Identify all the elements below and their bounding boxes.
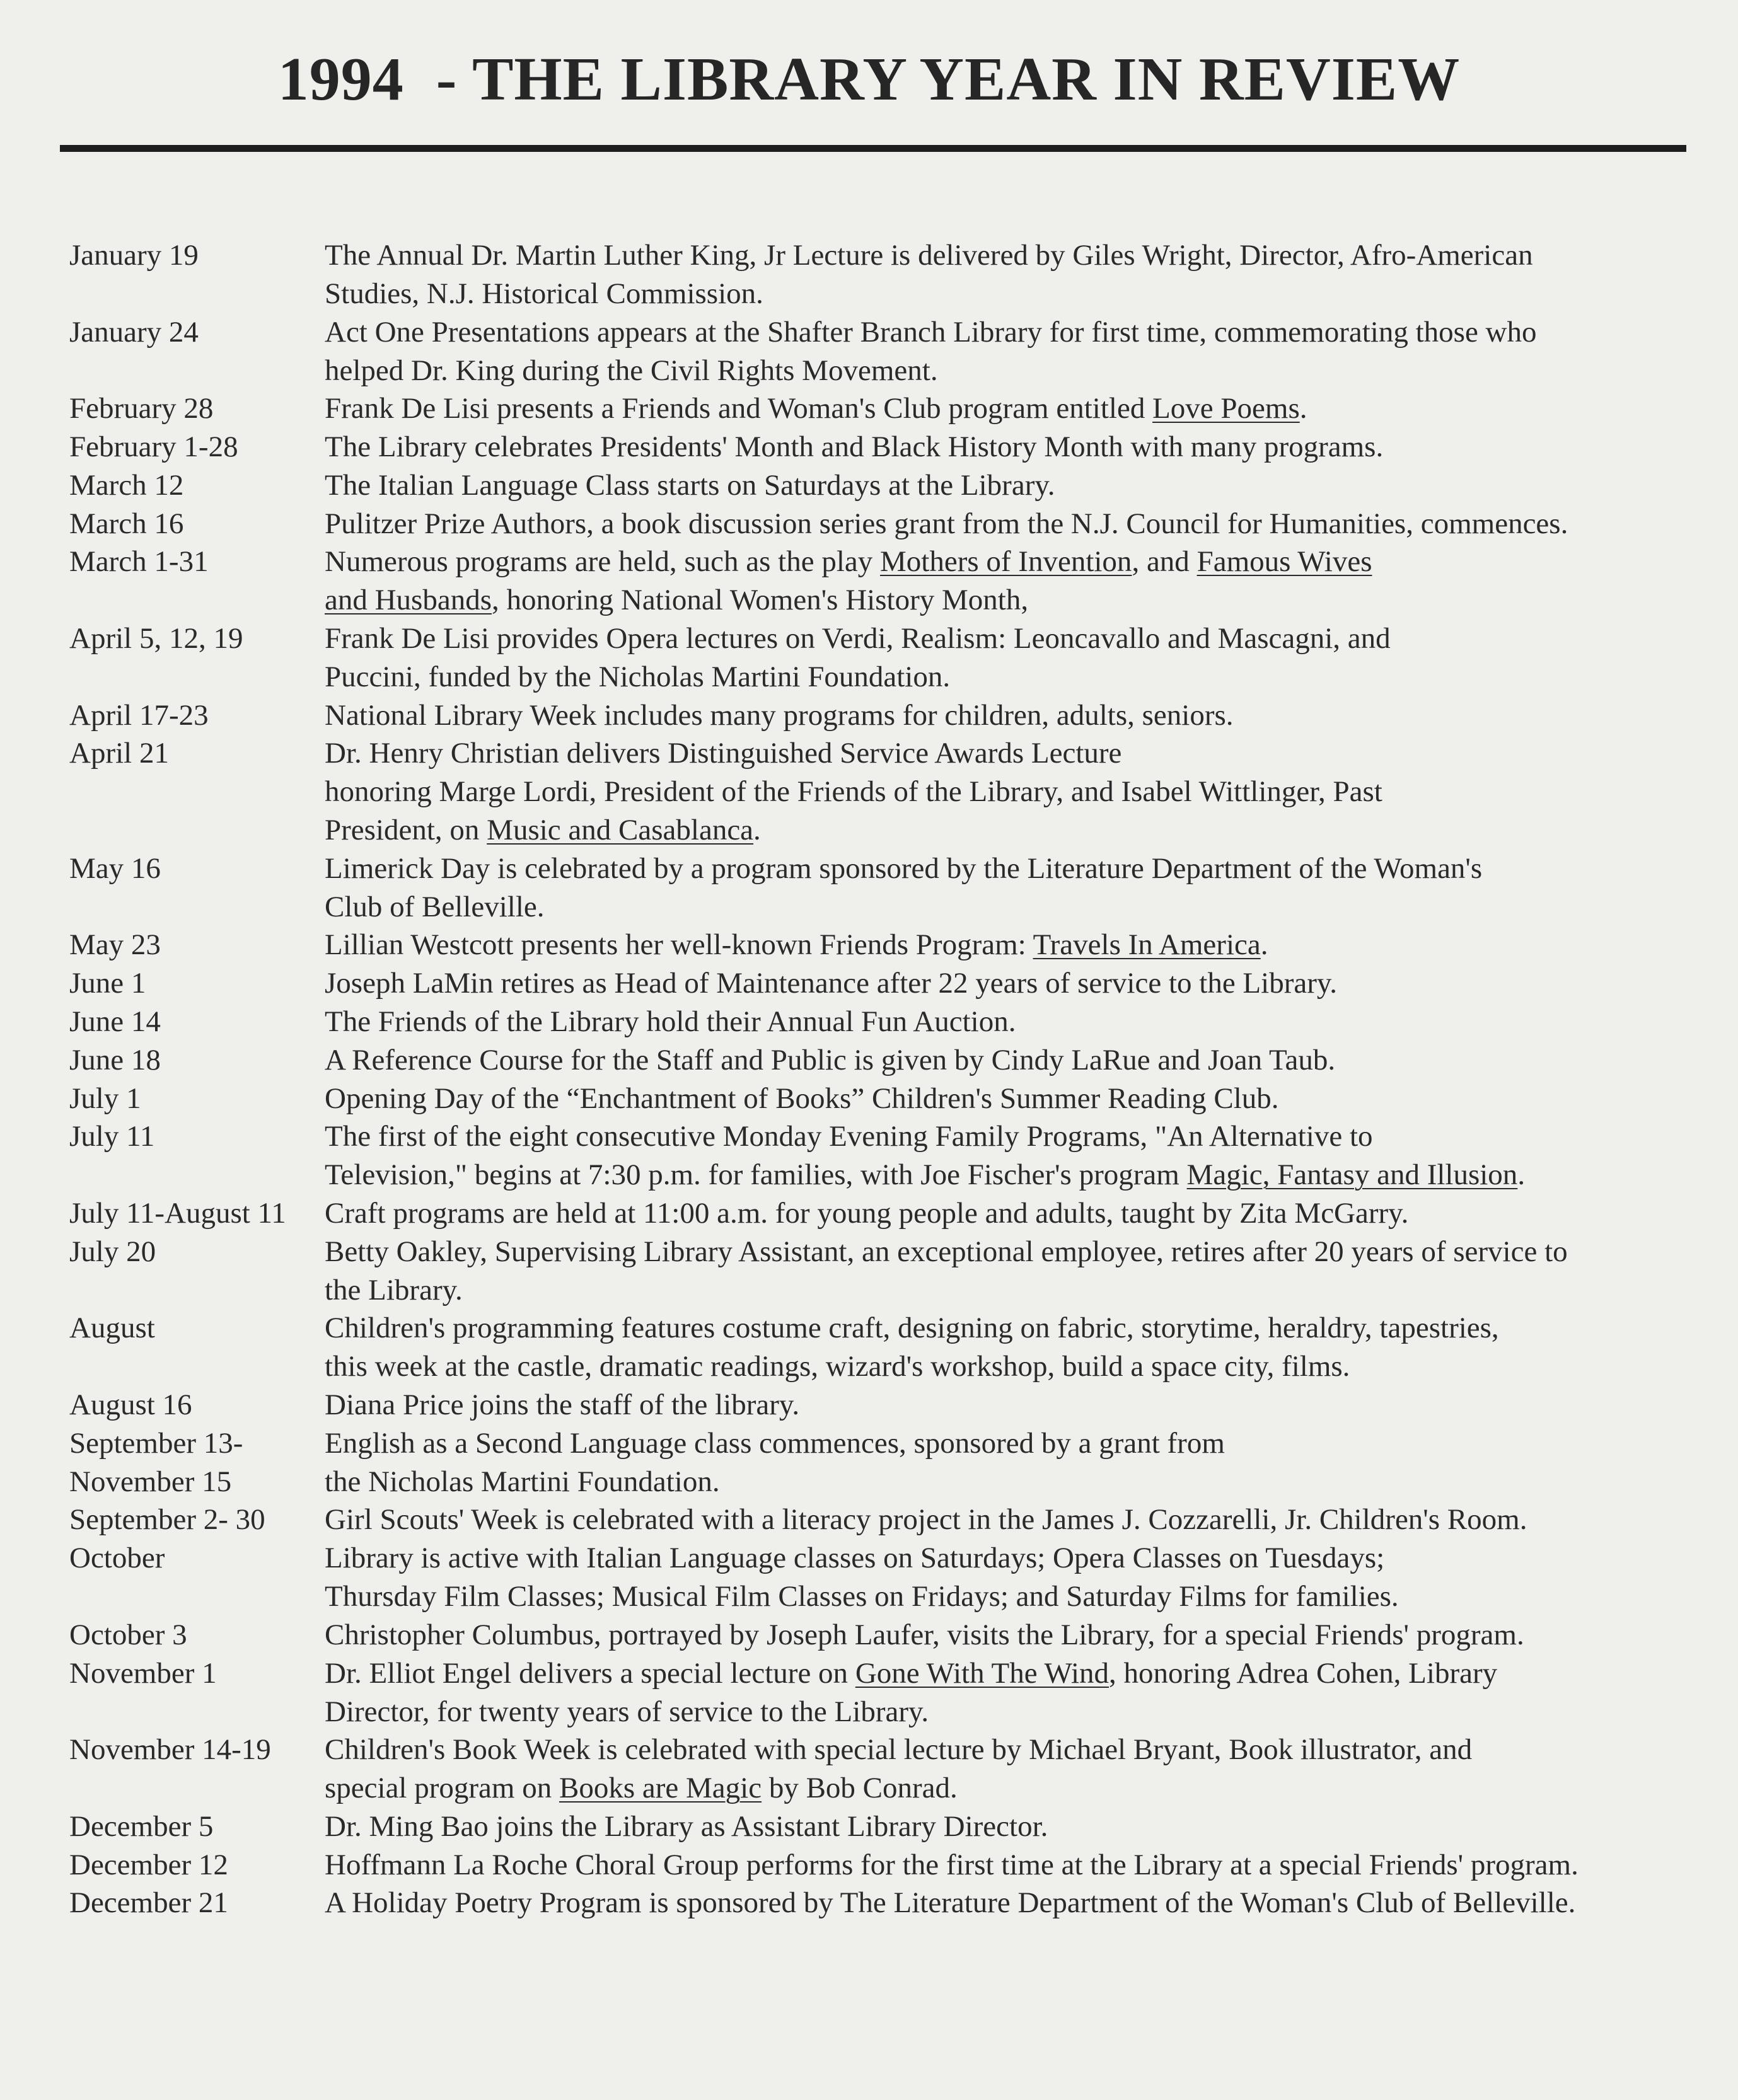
entry-date-line: December 21: [69, 1886, 228, 1920]
entry-description-line: [325, 1463, 1225, 1501]
entry-date-line: June 18: [69, 1043, 161, 1076]
entry-description-line: [325, 275, 1533, 313]
entry-description: [325, 926, 1268, 964]
entry-date-line: March 16: [69, 507, 184, 540]
entry-description: [325, 1309, 1499, 1386]
text-segment: The first of the eight consecutive Monday Evening Family Programs, "An Alternative to: [325, 1120, 1373, 1153]
text-segment: .: [1260, 928, 1268, 962]
entry-description: [325, 1654, 1497, 1731]
entry-date-line: October 3: [69, 1618, 187, 1651]
entry-date: [69, 1194, 286, 1233]
text-segment: Puccini, funded by the Nicholas Martini Foundation.: [325, 661, 951, 693]
entry-description: [325, 466, 1055, 505]
entry-description-line: [325, 850, 1482, 888]
text-segment: The Italian Language Class starts on Saturdays at the Library.: [325, 468, 1055, 502]
entry-date: [69, 313, 199, 352]
entry-date: [69, 466, 183, 505]
underlined-title: Books are Magic: [559, 1772, 762, 1805]
entry-description-line: [325, 696, 1234, 735]
text-segment: Girl Scouts' Week is celebrated with a literacy project in the James J. Cozzarelli, Jr. Children's Room.: [325, 1503, 1527, 1537]
entry-description: [325, 389, 1307, 428]
entry-description-line: [325, 313, 1537, 352]
entry-date-line: November 1: [69, 1656, 217, 1690]
entry-date: [69, 1080, 141, 1118]
entry-date: [69, 1654, 217, 1693]
entry-date-line: November 15: [69, 1465, 232, 1498]
text-segment: .: [1299, 392, 1307, 425]
underlined-title: Famous Wives: [1196, 545, 1372, 579]
entry-date-line: August: [69, 1312, 155, 1345]
entry-description-line: [325, 1041, 1335, 1080]
entry-description: [325, 1808, 1048, 1846]
text-segment: by Bob Conrad.: [762, 1772, 958, 1805]
underlined-title: Mothers of Invention: [880, 545, 1132, 579]
entry-description-line: [325, 428, 1383, 466]
text-segment: Director, for twenty years of service to the Library.: [325, 1695, 929, 1728]
entry-date-line: April 21: [69, 737, 169, 770]
entry-description: [325, 696, 1234, 735]
text-segment: Frank De Lisi presents a Friends and Woman's Club program entitled: [325, 392, 1153, 425]
entry-description-line: [325, 1884, 1575, 1922]
text-segment: , and: [1132, 545, 1197, 579]
entry-date-line: July 11: [69, 1120, 155, 1153]
entry-date: [69, 926, 161, 964]
entry-description-line: [325, 505, 1568, 543]
entry-description-line: [325, 926, 1268, 964]
entry-description-line: [325, 1616, 1524, 1654]
entry-date: [69, 1616, 187, 1654]
text-segment: Dr. Henry Christian delivers Distinguished Service Awards Lecture: [325, 737, 1122, 770]
text-segment: Limerick Day is celebrated by a program sponsored by the Literature Department of the Woman's: [325, 851, 1483, 885]
entry-description-line: [325, 1003, 1016, 1041]
entry-description-line: [325, 1347, 1499, 1386]
entry-description: [325, 428, 1383, 466]
entry-description-line: [325, 1080, 1279, 1118]
text-segment: , honoring Adrea Cohen, Library: [1109, 1656, 1498, 1690]
entry-description: [325, 313, 1537, 390]
text-segment: Opening Day of the “Enchantment of Books” Children's Summer Reading Club.: [325, 1082, 1279, 1115]
text-segment: Lillian Westcott presents her well-known Friends Program:: [325, 928, 1033, 962]
text-segment: honoring Marge Lordi, President of the Friends of the Library, and Isabel Wittlinger, Past: [325, 775, 1382, 809]
entry-description: [325, 1233, 1568, 1310]
text-segment: , honoring National Women's History Month,: [492, 584, 1029, 617]
entry-date-line: August 16: [69, 1388, 192, 1421]
entry-description-line: [325, 1194, 1408, 1233]
text-segment: special program on: [325, 1772, 559, 1805]
text-segment: Library is active with Italian Language classes on Saturdays; Opera Classes on Tuesdays;: [325, 1542, 1385, 1575]
text-segment: helped Dr. King during the Civil Rights Movement.: [325, 354, 938, 387]
text-segment: Television," begins at 7:30 p.m. for families, with Joe Fischer's program: [325, 1158, 1187, 1192]
entry-date: [69, 389, 213, 428]
text-segment: Children's programming features costume craft, designing on fabric, storytime, heraldry, tapestries,: [325, 1312, 1499, 1345]
text-segment: National Library Week includes many programs for children, adults, seniors.: [325, 698, 1234, 732]
entry-description: [325, 1501, 1527, 1539]
entry-description-line: [325, 1731, 1472, 1769]
entry-description: [325, 1003, 1016, 1041]
text-segment: this week at the castle, dramatic readings, wizard's workshop, build a space city, films.: [325, 1350, 1350, 1383]
entry-description-line: [325, 888, 1482, 926]
entry-date-line: January 19: [69, 239, 199, 272]
entry-description-line: [325, 1578, 1399, 1616]
entry-date-line: February 1-28: [69, 430, 238, 463]
entry-date: [69, 696, 209, 735]
entry-description-line: [325, 773, 1382, 811]
entry-description: [325, 1846, 1579, 1884]
entry-description-line: [325, 620, 1391, 658]
entry-description: [325, 1117, 1525, 1194]
entry-description-line: [325, 658, 1391, 696]
entry-date-line: January 24: [69, 315, 199, 349]
entry-description: [325, 1884, 1575, 1922]
text-segment: .: [1517, 1158, 1526, 1192]
entry-date-line: July 11-August 11: [69, 1197, 286, 1230]
entry-description-line: [325, 1309, 1499, 1347]
entry-date-line: July 20: [69, 1235, 156, 1268]
text-segment: .: [753, 814, 761, 847]
underlined-title: and Husbands: [325, 584, 492, 617]
entry-date-line: April 5, 12, 19: [69, 622, 243, 655]
entry-date: [69, 428, 238, 466]
entry-description: [325, 734, 1382, 850]
entry-description-line: [325, 581, 1372, 620]
entry-date-line: April 17-23: [69, 698, 209, 732]
entry-date: [69, 1041, 161, 1080]
text-segment: Club of Belleville.: [325, 890, 545, 923]
text-segment: Hoffmann La Roche Choral Group performs for the first time at the Library at a special Friends' program.: [325, 1848, 1579, 1881]
entry-description-line: [325, 1424, 1225, 1463]
entry-date: [69, 1808, 213, 1846]
text-segment: Craft programs are held at 11:00 a.m. for young people and adults, taught by Zita McGarry.: [325, 1197, 1409, 1230]
text-segment: Betty Oakley, Supervising Library Assistant, an exceptional employee, retires after 20 years of service to: [325, 1235, 1568, 1268]
entry-description: [325, 1041, 1335, 1080]
entry-date: [69, 1003, 161, 1041]
underlined-title: Love Poems: [1152, 392, 1300, 425]
text-segment: the Nicholas Martini Foundation.: [325, 1465, 720, 1498]
text-segment: Children's Book Week is celebrated with special lecture by Michael Bryant, Book illustrator, and: [325, 1733, 1473, 1767]
text-segment: Frank De Lisi provides Opera lectures on Verdi, Realism: Leoncavallo and Mascagni, and: [325, 622, 1391, 655]
entry-date-line: October: [69, 1542, 165, 1575]
entry-date: [69, 505, 183, 543]
text-segment: Studies, N.J. Historical Commission.: [325, 277, 763, 310]
entry-date: [69, 236, 199, 275]
entry-description-line: [325, 1539, 1399, 1578]
entry-date: [69, 964, 146, 1003]
entry-description-line: [325, 1654, 1497, 1693]
entry-description-line: [325, 1769, 1472, 1808]
entry-date: [69, 1501, 265, 1539]
text-segment: Dr. Ming Bao joins the Library as Assistant Library Director.: [325, 1809, 1048, 1843]
entry-description: [325, 1616, 1524, 1654]
entry-description-line: [325, 352, 1537, 390]
entry-description: [325, 1424, 1225, 1501]
entry-description: [325, 964, 1337, 1003]
entry-date-line: December 5: [69, 1809, 214, 1843]
text-segment: Joseph LaMin retires as Head of Maintenance after 22 years of service to the Library.: [325, 967, 1338, 1000]
entry-date-line: March 12: [69, 468, 184, 502]
underlined-title: Travels In America: [1033, 928, 1261, 962]
text-segment: the Library.: [325, 1273, 463, 1307]
entry-date-line: June 1: [69, 967, 146, 1000]
entry-description-line: [325, 236, 1533, 275]
entry-date-line: September 13-: [69, 1426, 243, 1460]
entry-description: [325, 1731, 1472, 1808]
text-segment: Pulitzer Prize Authors, a book discussion series grant from the N.J. Council for Humanities, commences.: [325, 507, 1568, 540]
entry-description-line: [325, 1117, 1525, 1156]
entry-description-line: [325, 1386, 799, 1424]
entry-date: [69, 1884, 228, 1922]
entry-date: [69, 1117, 154, 1156]
entry-description: [325, 850, 1482, 926]
entry-description: [325, 620, 1391, 696]
entry-date-line: February 28: [69, 392, 214, 425]
entry-description-line: [325, 1501, 1527, 1539]
entry-date: [69, 734, 169, 773]
text-segment: The Friends of the Library hold their Annual Fun Auction.: [325, 1005, 1016, 1038]
text-segment: Dr. Elliot Engel delivers a special lecture on: [325, 1656, 855, 1690]
title-divider: [60, 145, 1686, 152]
text-segment: A Holiday Poetry Program is sponsored by The Literature Department of the Woman's Club of Belleville.: [325, 1886, 1576, 1920]
entry-description-line: [325, 1233, 1568, 1271]
entry-date: [69, 1846, 228, 1884]
entry-date-line: November 14-19: [69, 1733, 271, 1767]
text-segment: English as a Second Language class commences, sponsored by a grant from: [325, 1426, 1225, 1460]
entry-description-line: [325, 1846, 1579, 1884]
entry-date: [69, 620, 243, 658]
underlined-title: Music and Casablanca: [487, 814, 754, 847]
underlined-title: Gone With The Wind: [855, 1656, 1109, 1690]
entry-description-line: [325, 543, 1372, 581]
page-title: 1994 - THE LIBRARY YEAR IN REVIEW: [277, 45, 1461, 113]
entry-description-line: [325, 964, 1337, 1003]
entry-description-line: [325, 1693, 1497, 1731]
entry-date: [69, 1233, 156, 1271]
text-segment: The Annual Dr. Martin Luther King, Jr Lecture is delivered by Giles Wright, Director, Afro-American: [325, 239, 1533, 272]
entry-description: [325, 505, 1568, 543]
entry-date-line: May 16: [69, 851, 161, 885]
entry-date-line: June 14: [69, 1005, 161, 1038]
entry-description: [325, 1194, 1408, 1233]
entry-date: [69, 850, 161, 888]
entry-description: [325, 1539, 1399, 1616]
entry-description-line: [325, 466, 1055, 505]
text-segment: Act One Presentations appears at the Shafter Branch Library for first time, commemorating those who: [325, 315, 1537, 349]
entry-description-line: [325, 811, 1382, 850]
entry-description-line: [325, 389, 1307, 428]
entry-date: [69, 1424, 243, 1501]
underlined-title: Magic, Fantasy and Illusion: [1186, 1158, 1518, 1192]
entry-description-line: [325, 1271, 1568, 1310]
entry-description: [325, 236, 1533, 313]
entry-description-line: [325, 1808, 1048, 1846]
text-segment: Numerous programs are held, such as the play: [325, 545, 880, 579]
entry-description: [325, 1386, 799, 1424]
entry-description-line: [325, 734, 1382, 773]
text-segment: Christopher Columbus, portrayed by Joseph Laufer, visits the Library, for a special Friends' program.: [325, 1618, 1524, 1651]
entry-date-line: December 12: [69, 1848, 228, 1881]
text-segment: Diana Price joins the staff of the library.: [325, 1388, 800, 1421]
entry-description-line: [325, 1156, 1525, 1194]
entry-date: [69, 1539, 165, 1578]
entry-date-line: July 1: [69, 1082, 141, 1115]
entry-date: [69, 1386, 192, 1424]
entry-date-line: September 2- 30: [69, 1503, 265, 1537]
entry-description: [325, 1080, 1279, 1118]
text-segment: The Library celebrates Presidents' Month and Black History Month with many programs.: [325, 430, 1384, 463]
entry-date: [69, 543, 209, 581]
entry-description: [325, 543, 1372, 620]
entry-date-line: March 1-31: [69, 545, 209, 579]
text-segment: Thursday Film Classes; Musical Film Classes on Fridays; and Saturday Films for families.: [325, 1580, 1399, 1613]
entry-date-line: May 23: [69, 928, 161, 962]
text-segment: President, on: [325, 814, 487, 847]
text-segment: A Reference Course for the Staff and Public is given by Cindy LaRue and Joan Taub.: [325, 1043, 1336, 1076]
entry-date: [69, 1731, 271, 1769]
entry-date: [69, 1309, 155, 1347]
